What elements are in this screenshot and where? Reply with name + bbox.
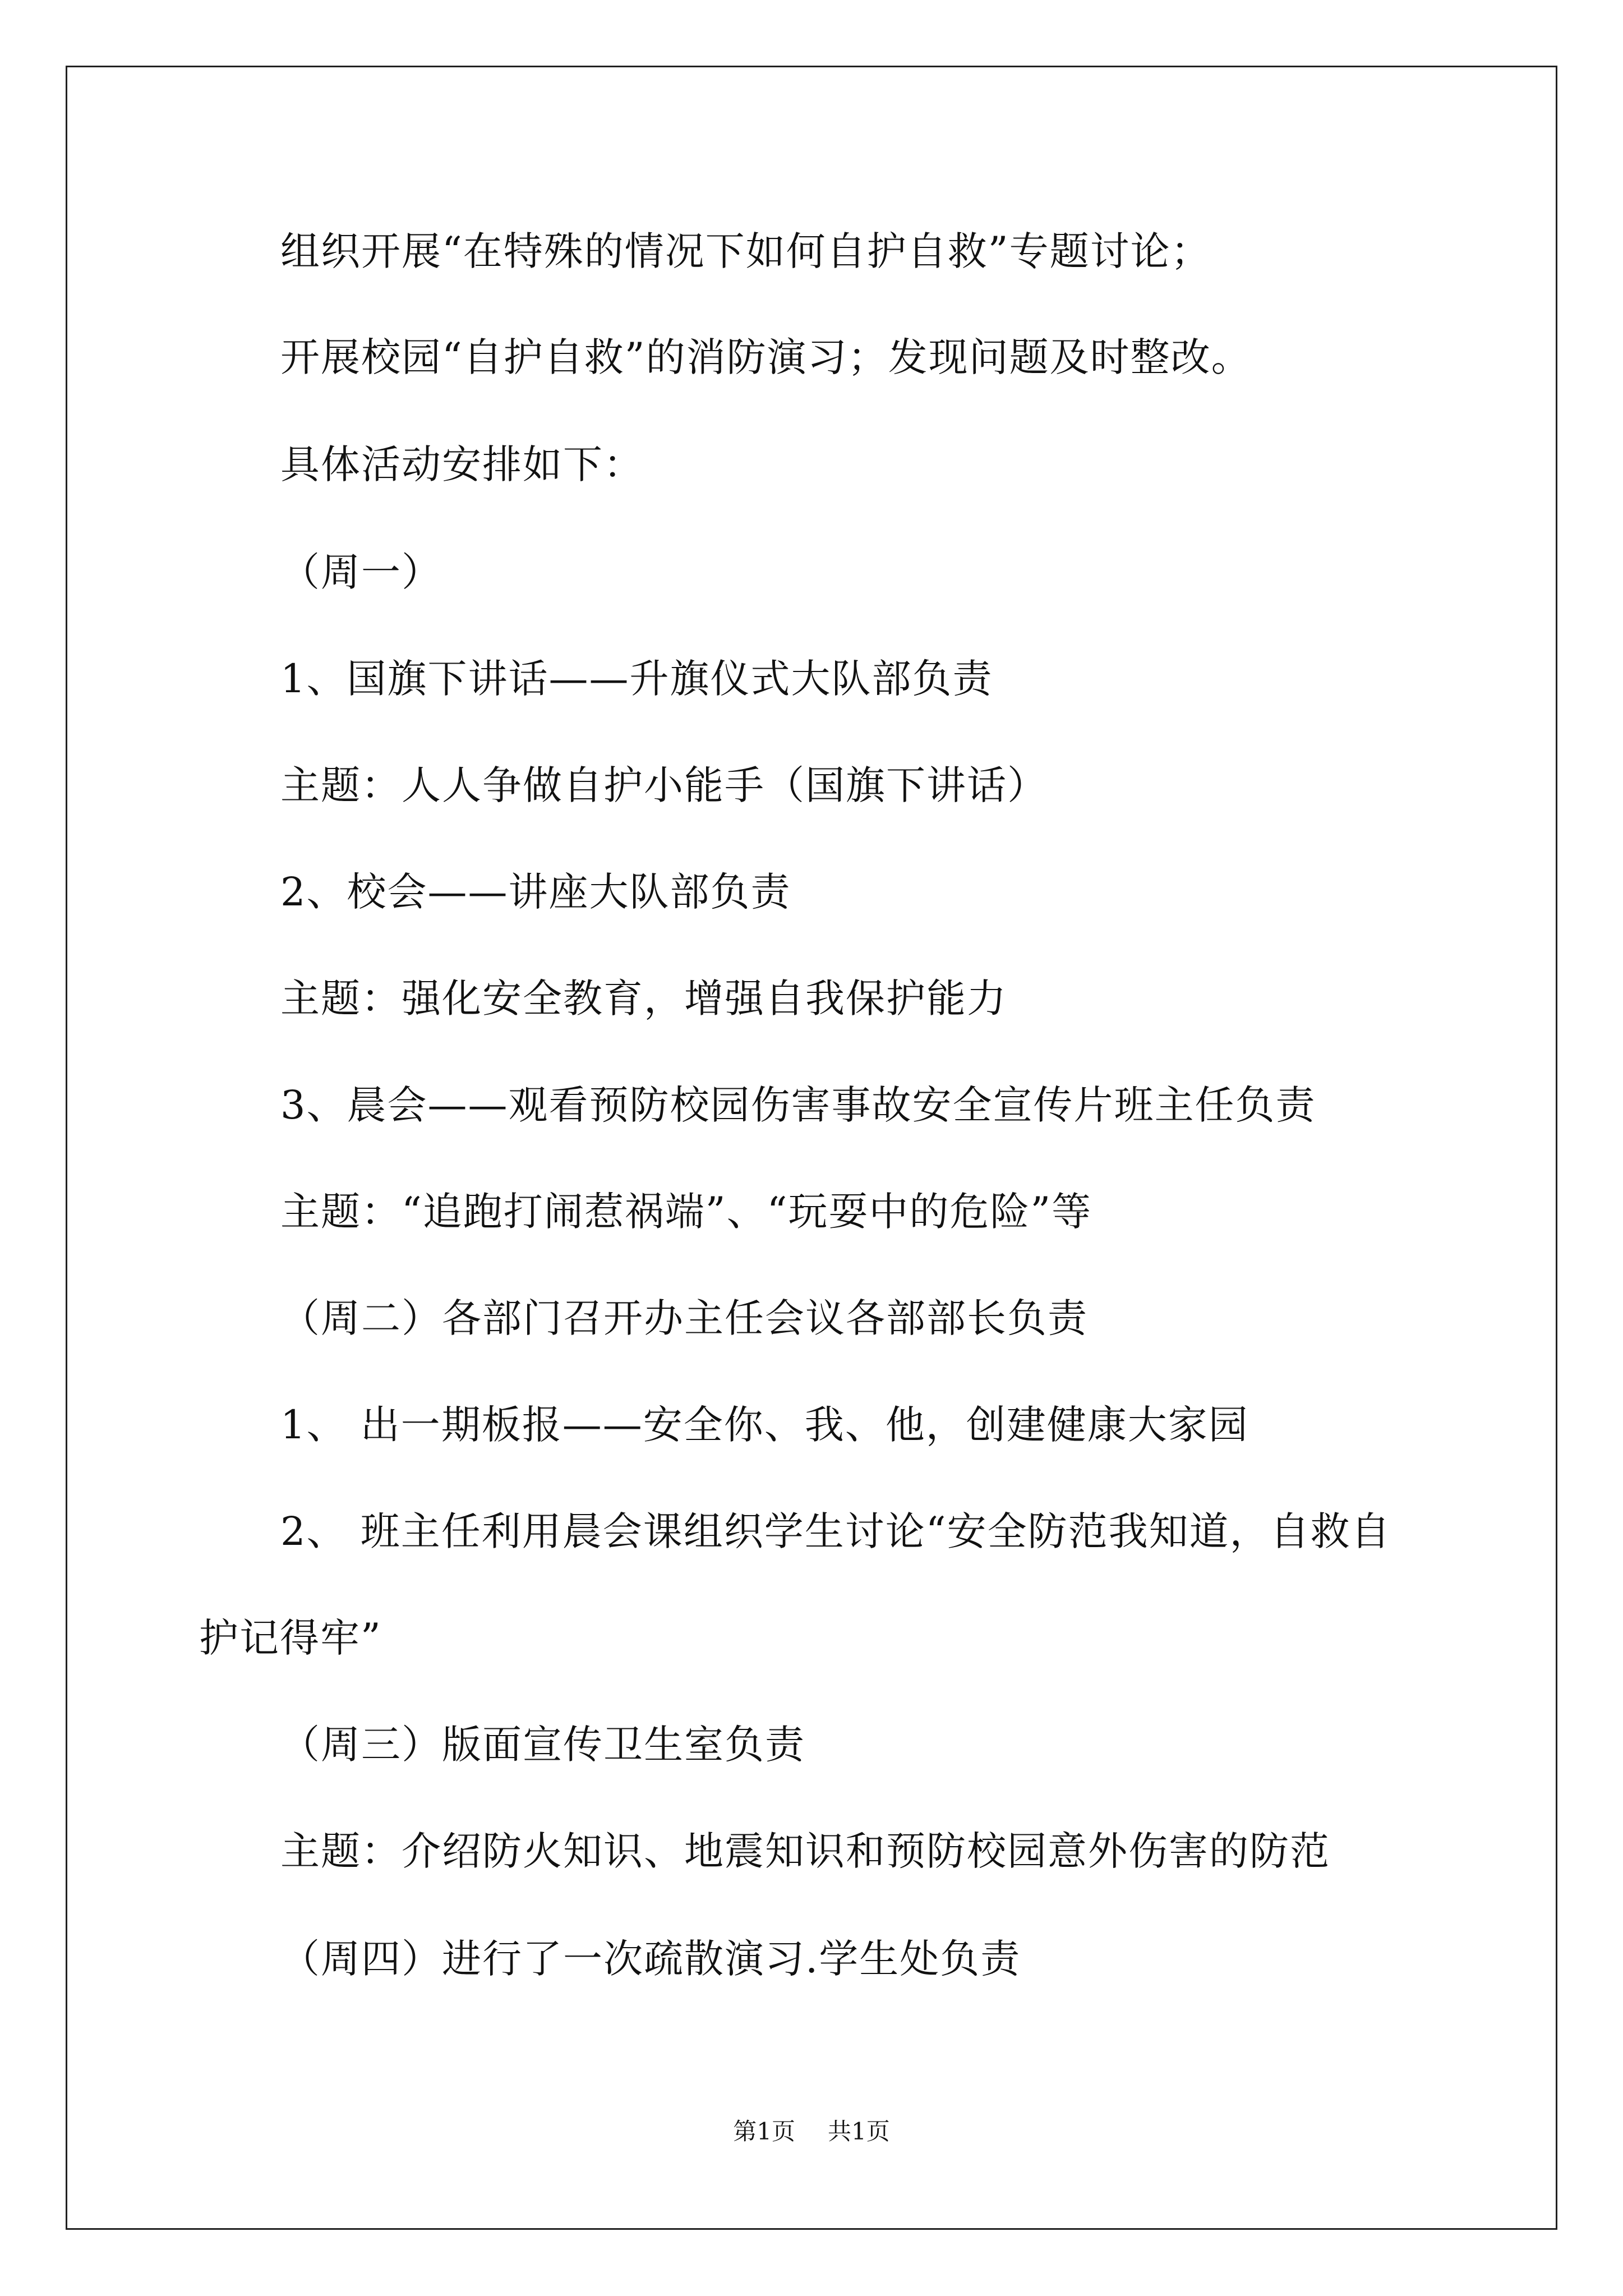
- paragraph-line: 2、校会——讲座大队部负责: [280, 869, 791, 915]
- paragraph-line: 主题：人人争做自护小能手（国旗下讲话）: [280, 762, 1048, 808]
- paragraph-line: 开展校园“自护自救”的消防演习；发现问题及时整改。: [280, 334, 1252, 380]
- page-footer: [0, 2115, 1623, 2148]
- paragraph-line-continuation: 护记得牢”: [199, 1615, 382, 1661]
- paragraph-line: 1、 出一期板报——安全你、我、他，创建健康大家园: [280, 1402, 1249, 1448]
- paragraph-line: 主题：强化安全教育，增强自我保护能力: [280, 976, 1007, 1022]
- paragraph-line: （周四）进行了一次疏散演习.学生处负责: [280, 1936, 1021, 1982]
- paragraph-line: 具体活动安排如下：: [280, 441, 644, 487]
- page-border: [66, 66, 1557, 2230]
- paragraph-line: （周三）版面宣传卫生室负责: [280, 1722, 805, 1768]
- paragraph-line: 组织开展“在特殊的情况下如何自护自救”专题讨论；: [280, 228, 1211, 274]
- paragraph-line: 主题：介绍防火知识、地震知识和预防校园意外伤害的防范: [280, 1828, 1330, 1874]
- page-number: 第1页: [733, 2118, 795, 2145]
- paragraph-line: （周二）各部门召开办主任会议各部部长负责: [280, 1295, 1088, 1341]
- paragraph-line: 1、国旗下讲话——升旗仪式大队部负责: [280, 656, 993, 702]
- paragraph-line: 3、晨会——观看预防校园伤害事故安全宣传片班主任负责: [280, 1082, 1316, 1128]
- paragraph-line: 主题：“追跑打闹惹祸端”、“玩耍中的危险”等: [280, 1189, 1092, 1235]
- page-total: 共1页: [828, 2118, 890, 2145]
- paragraph-line: 2、 班主任利用晨会课组织学生讨论“安全防范我知道，自救自: [280, 1508, 1391, 1554]
- paragraph-line: （周一）: [280, 549, 442, 595]
